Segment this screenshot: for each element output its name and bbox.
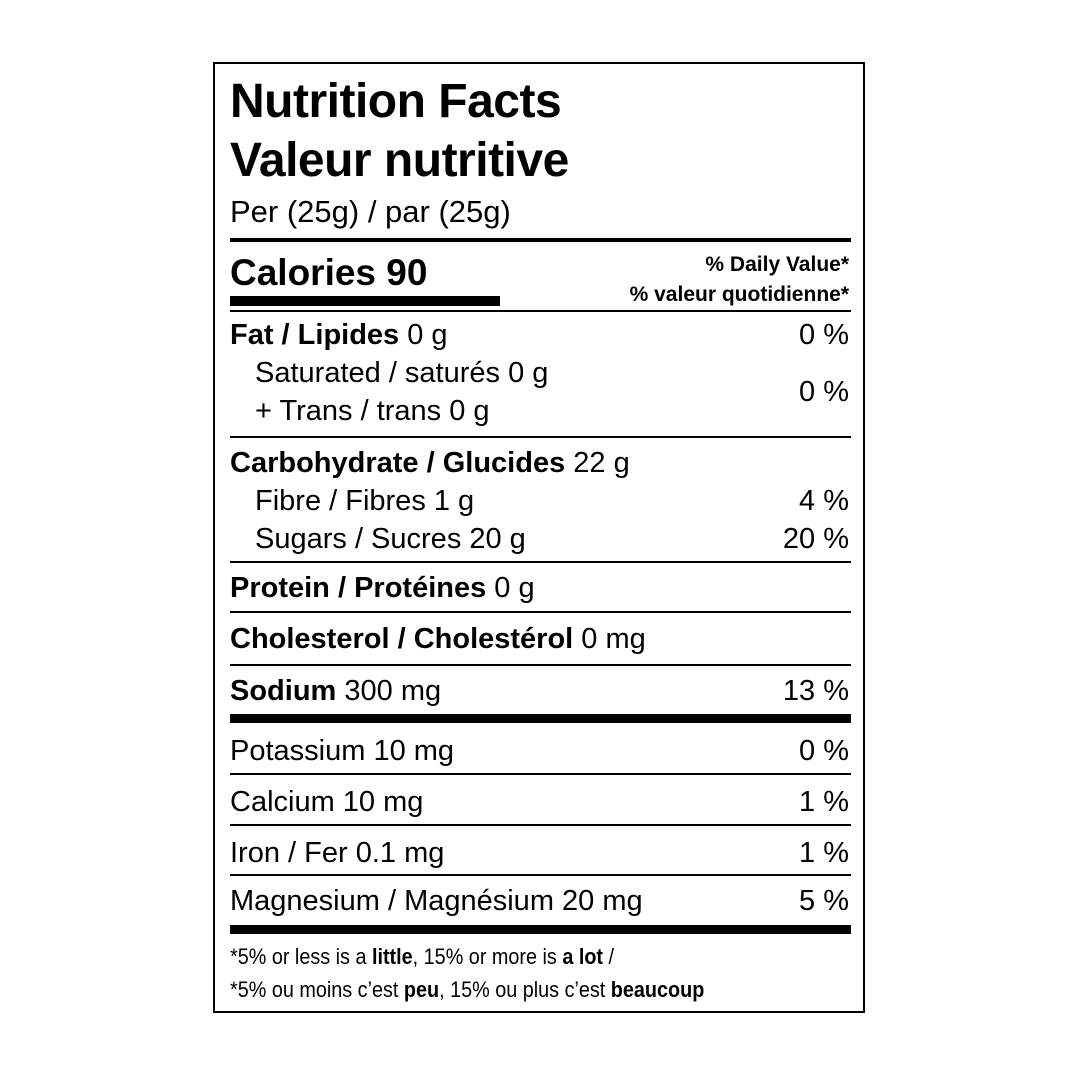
cholesterol-amount: 0 mg — [581, 623, 646, 655]
divider — [230, 824, 851, 826]
footnote-emphasis: a lot — [562, 944, 604, 969]
protein-row — [230, 574, 535, 603]
footnote-french — [230, 979, 704, 1001]
iron-dv: 1 % — [799, 837, 849, 869]
footnote-text: *5% ou moins c’est — [230, 977, 404, 1002]
daily-value-header-english: % Daily Value* — [705, 253, 849, 276]
fibre-row: Fibre / Fibres 1 g — [255, 485, 475, 517]
carbohydrate-row — [230, 449, 630, 478]
calories-value: 90 — [386, 252, 428, 293]
serving-size: Per (25g) / par (25g) — [230, 194, 511, 229]
sodium-dv: 13 % — [782, 675, 849, 707]
fibre-dv: 4 % — [799, 485, 849, 517]
saturated-row: Saturated / saturés 0 g — [255, 357, 549, 389]
divider — [230, 611, 851, 613]
calories — [230, 254, 427, 291]
protein-label: Protein / Protéines — [230, 572, 487, 604]
sodium-label: Sodium — [230, 675, 337, 707]
fat-amount: 0 g — [407, 319, 448, 351]
fat-row — [230, 321, 448, 350]
footnote-emphasis: beaucoup — [610, 977, 705, 1002]
divider — [230, 561, 851, 563]
divider — [230, 874, 851, 876]
footnote-emphasis: little — [371, 944, 413, 969]
sodium-row — [230, 677, 441, 706]
divider — [230, 664, 851, 666]
calcium-dv: 1 % — [799, 786, 849, 818]
protein-amount: 0 g — [494, 572, 535, 604]
carbohydrate-label: Carbohydrate / Glucides — [230, 447, 566, 479]
footnote-text: *5% or less is a — [230, 944, 372, 969]
carbohydrate-amount: 22 g — [573, 447, 630, 479]
divider-thick — [230, 925, 851, 934]
cholesterol-label: Cholesterol / Cholestérol — [230, 623, 574, 655]
trans-row: + Trans / trans 0 g — [255, 395, 490, 427]
divider — [230, 310, 851, 312]
nutrition-facts-table — [213, 62, 865, 1013]
magnesium-row: Magnesium / Magnésium 20 mg — [230, 885, 643, 917]
footnote-text: , 15% or more is — [412, 944, 563, 969]
fat-dv: 0 % — [799, 319, 849, 351]
daily-value-header-french: % valeur quotidienne* — [629, 283, 849, 306]
potassium-dv: 0 % — [799, 735, 849, 767]
footnote-text: , 15% ou plus c’est — [439, 977, 611, 1002]
fat-label: Fat / Lipides — [230, 319, 400, 351]
cholesterol-row — [230, 625, 646, 654]
sugars-row: Sugars / Sucres 20 g — [255, 523, 526, 555]
divider-thick — [230, 238, 851, 242]
divider — [230, 773, 851, 775]
magnesium-dv: 5 % — [799, 885, 849, 917]
saturated-trans-dv: 0 % — [799, 376, 849, 408]
footnote-text: / — [603, 944, 615, 969]
calories-label: Calories — [230, 252, 377, 293]
sodium-amount: 300 mg — [344, 675, 442, 707]
potassium-row: Potassium 10 mg — [230, 735, 455, 767]
iron-row: Iron / Fer 0.1 mg — [230, 837, 445, 869]
footnote-english — [230, 946, 614, 968]
sugars-dv: 20 % — [782, 523, 849, 555]
title-french: Valeur nutritive — [230, 134, 569, 187]
title-english: Nutrition Facts — [230, 75, 562, 128]
calories-underline — [230, 296, 500, 306]
calcium-row: Calcium 10 mg — [230, 786, 424, 818]
footnote-emphasis: peu — [403, 977, 440, 1002]
divider — [230, 436, 851, 438]
divider-thick — [230, 714, 851, 723]
